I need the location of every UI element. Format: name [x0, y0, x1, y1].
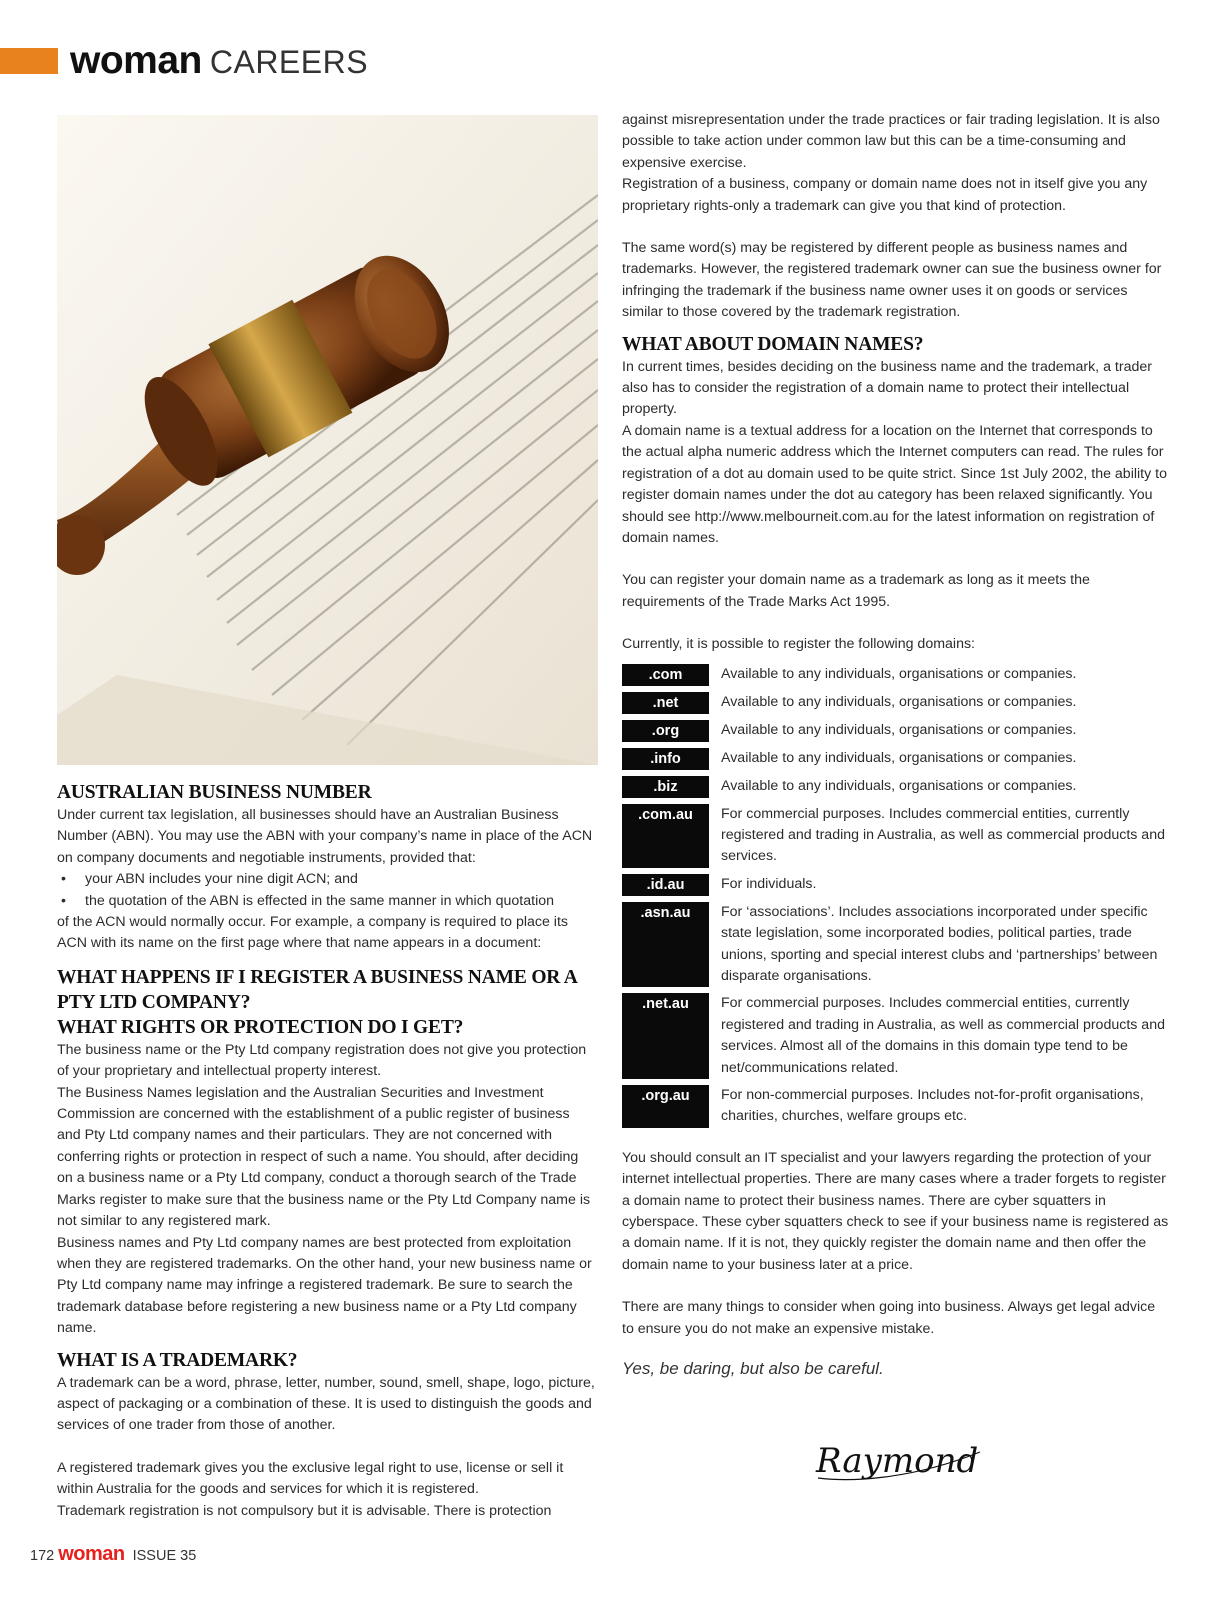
domain-row: [622, 748, 1170, 770]
domain-badge: .com.au: [622, 804, 709, 868]
domain-row: [622, 1085, 1170, 1128]
rights-heading: WHAT RIGHTS OR PROTECTION DO I GET?: [57, 1016, 464, 1038]
trademark-paragraph-2: A registered trademark gives you the exclusive legal right to use, license or sell it within Australia for the goods and services for which it is registered.: [57, 1459, 564, 1498]
domain-paragraph-2: A domain name is a textual address for a location on the Internet that corresponds to the actual alpha numeric address which the Internet computers can read. The rules for registration of a dot au domain used to be quite strict. Since 1st July 2002, the ability to register domain names under the dot au category has been relaxed significantly. You should see http://www.melbourneit.com.au for the latest information on registration of domain names.: [622, 422, 1167, 546]
domain-badge: .com: [622, 664, 709, 686]
domain-description: For non-commercial purposes. Includes not-for-profit organisations, charities, churches, welfare groups etc.: [721, 1087, 1144, 1125]
right-paragraph-9: There are many things to consider when going into business. Always get legal advice to ensure you do not make an expensive mistake.: [622, 1299, 1156, 1337]
right-column: [622, 110, 1170, 1379]
trademark-paragraph-1: A trademark can be a word, phrase, letter, number, sound, smell, shape, logo, picture, aspect of packaging or a combination of these. It is used to distinguish the goods and services of one trader from those of another.: [57, 1374, 595, 1434]
domain-row: [622, 720, 1170, 742]
domain-badge: .net: [622, 692, 709, 714]
gavel-illustration: [57, 115, 598, 765]
page-footer: [30, 1543, 196, 1566]
gavel-photo: [57, 115, 598, 765]
registration-paragraph-1: The business name or the Pty Ltd company registration does not give you protection of your proprietary and intellectual property interest.: [57, 1041, 587, 1080]
domain-row: [622, 664, 1170, 686]
abn-heading: AUSTRALIAN BUSINESS NUMBER: [57, 782, 372, 803]
domain-paragraph-1: In current times, besides deciding on the business name and the trademark, a trader also has to consider the registration of a domain name to protect their intellectual property.: [622, 358, 1152, 418]
trademark-paragraph-3: Trademark registration is not compulsory but it is advisable. There is protection: [57, 1502, 552, 1519]
brand-logo: woman: [70, 39, 202, 82]
header-accent-bar: [0, 48, 58, 74]
closing-line: Yes, be daring, but also be careful.: [622, 1359, 884, 1379]
page-number: 172: [30, 1548, 55, 1564]
domain-description: Available to any individuals, organisations or companies.: [721, 693, 1077, 710]
footer-logo: woman: [58, 1543, 125, 1565]
domain-row: [622, 902, 1170, 988]
right-paragraph-8: You should consult an IT specialist and your lawyers regarding the protection of your internet intellectual properties. There are many cases where a trader forgets to register a domain name to protect their business names. There are cyber squatters in cyberspace. These cyber squatters check to see if your business name is registered as a domain name. If it is not, they quickly register the domain name and then offer the domain name to your business later at a price.: [622, 1149, 1169, 1273]
registration-paragraph-2: The Business Names legislation and the Australian Securities and Investment Commission are concerned with the establishment of a public register of business and Pty Ltd company names and their particulars. They are not concerned with conferring rights or protection in respect of such a name. You should, after deciding on a business name or a Pty Ltd company, conduct a thorough search of the Trade Marks register to make sure that the business name or the Pty Ltd Company name is not similar to any registered mark.: [57, 1084, 591, 1230]
domain-row: [622, 874, 1170, 896]
domain-paragraph-3: You can register your domain name as a trademark as long as it meets the requirements of the Trade Marks Act 1995.: [622, 572, 1090, 610]
domain-description: Available to any individuals, organisations or companies.: [721, 665, 1077, 682]
abn-bullet-2: • the quotation of the ABN is effected in the same manner in which quotation: [61, 892, 555, 909]
domain-row: [622, 993, 1170, 1079]
abn-bullet-1: • your ABN includes your nine digit ACN; and: [61, 871, 358, 888]
domain-description: For commercial purposes. Includes commercial entities, currently registered and trading in Australia, as well as commercial products and services.: [721, 805, 1165, 865]
domain-description: For commercial purposes. Includes commercial entities, currently registered and trading in Australia, as well as commercial products and services. Almost all of the domains in this domain type tend to be net/communications related.: [721, 995, 1165, 1076]
domain-list: [622, 664, 1170, 1128]
domain-badge: .asn.au: [622, 902, 709, 988]
abn-paragraph-2: of the ACN would normally occur. For example, a company is required to place its ACN with its name on the first page where that name appears in a document:: [57, 914, 568, 952]
domain-description: Available to any individuals, organisations or companies.: [721, 721, 1077, 738]
domain-badge: .id.au: [622, 874, 709, 896]
registration-heading: WHAT HAPPENS IF I REGISTER A BUSINESS NAME OR A PTY LTD COMPANY?: [57, 966, 577, 1013]
abn-paragraph-1: Under current tax legislation, all businesses should have an Australian Business Number (ABN). You may use the ABN with your company’s name in place of the ACN on company documents and negotiable instruments, provided that:: [57, 807, 593, 866]
domain-row: [622, 692, 1170, 714]
domain-badge: .net.au: [622, 993, 709, 1079]
registration-paragraph-3: Business names and Pty Ltd company names are best protected from exploitation when they are registered trademarks. On the other hand, your new business name or Pty Ltd company name may infringe a registered trademark. Be sure to search the trademark database before registering a new business name or a Pty Ltd company name.: [57, 1234, 592, 1337]
right-paragraph-2: Registration of a business, company or domain name does not in itself give you any proprietary rights-only a trademark can give you that kind of protection.: [622, 176, 1148, 214]
domain-description: For ‘associations’. Includes associations incorporated under specific state legislation, some incorporated bodies, political parties, trade unions, sporting and special interest clubs and ‘partnerships’ between disparate organisations.: [721, 903, 1158, 984]
right-paragraph-1: against misrepresentation under the trade practices or fair trading legislation. It is also possible to take action under common law but this can be a time-consuming and expensive exercise.: [622, 112, 1160, 171]
domain-badge: .org: [622, 720, 709, 742]
left-column: [57, 780, 597, 1522]
signature-raymond: [810, 1430, 1000, 1492]
domain-description: For individuals.: [721, 875, 817, 892]
domain-list-intro: Currently, it is possible to register the following domains:: [622, 636, 976, 653]
section-title: CAREERS: [209, 44, 369, 80]
domain-row: [622, 804, 1170, 868]
domain-badge: .info: [622, 748, 709, 770]
domain-description: Available to any individuals, organisations or companies.: [721, 749, 1077, 766]
signature-text: Raymond: [816, 1441, 979, 1481]
domain-description: Available to any individuals, organisations or companies.: [721, 777, 1077, 794]
domain-row: [622, 776, 1170, 798]
issue-number: ISSUE 35: [132, 1548, 197, 1564]
domain-badge: .org.au: [622, 1085, 709, 1128]
domain-badge: .biz: [622, 776, 709, 798]
domain-names-heading: WHAT ABOUT DOMAIN NAMES?: [622, 333, 924, 355]
right-paragraph-3: The same word(s) may be registered by different people as business names and trademarks. However, the registered trademark owner can sue the business owner for infringing the trademark if the business name owner uses it on goods or services similar to those covered by the trademark registration.: [622, 240, 1162, 321]
trademark-heading: WHAT IS A TRADEMARK?: [57, 1349, 298, 1371]
magazine-header: [70, 38, 368, 85]
